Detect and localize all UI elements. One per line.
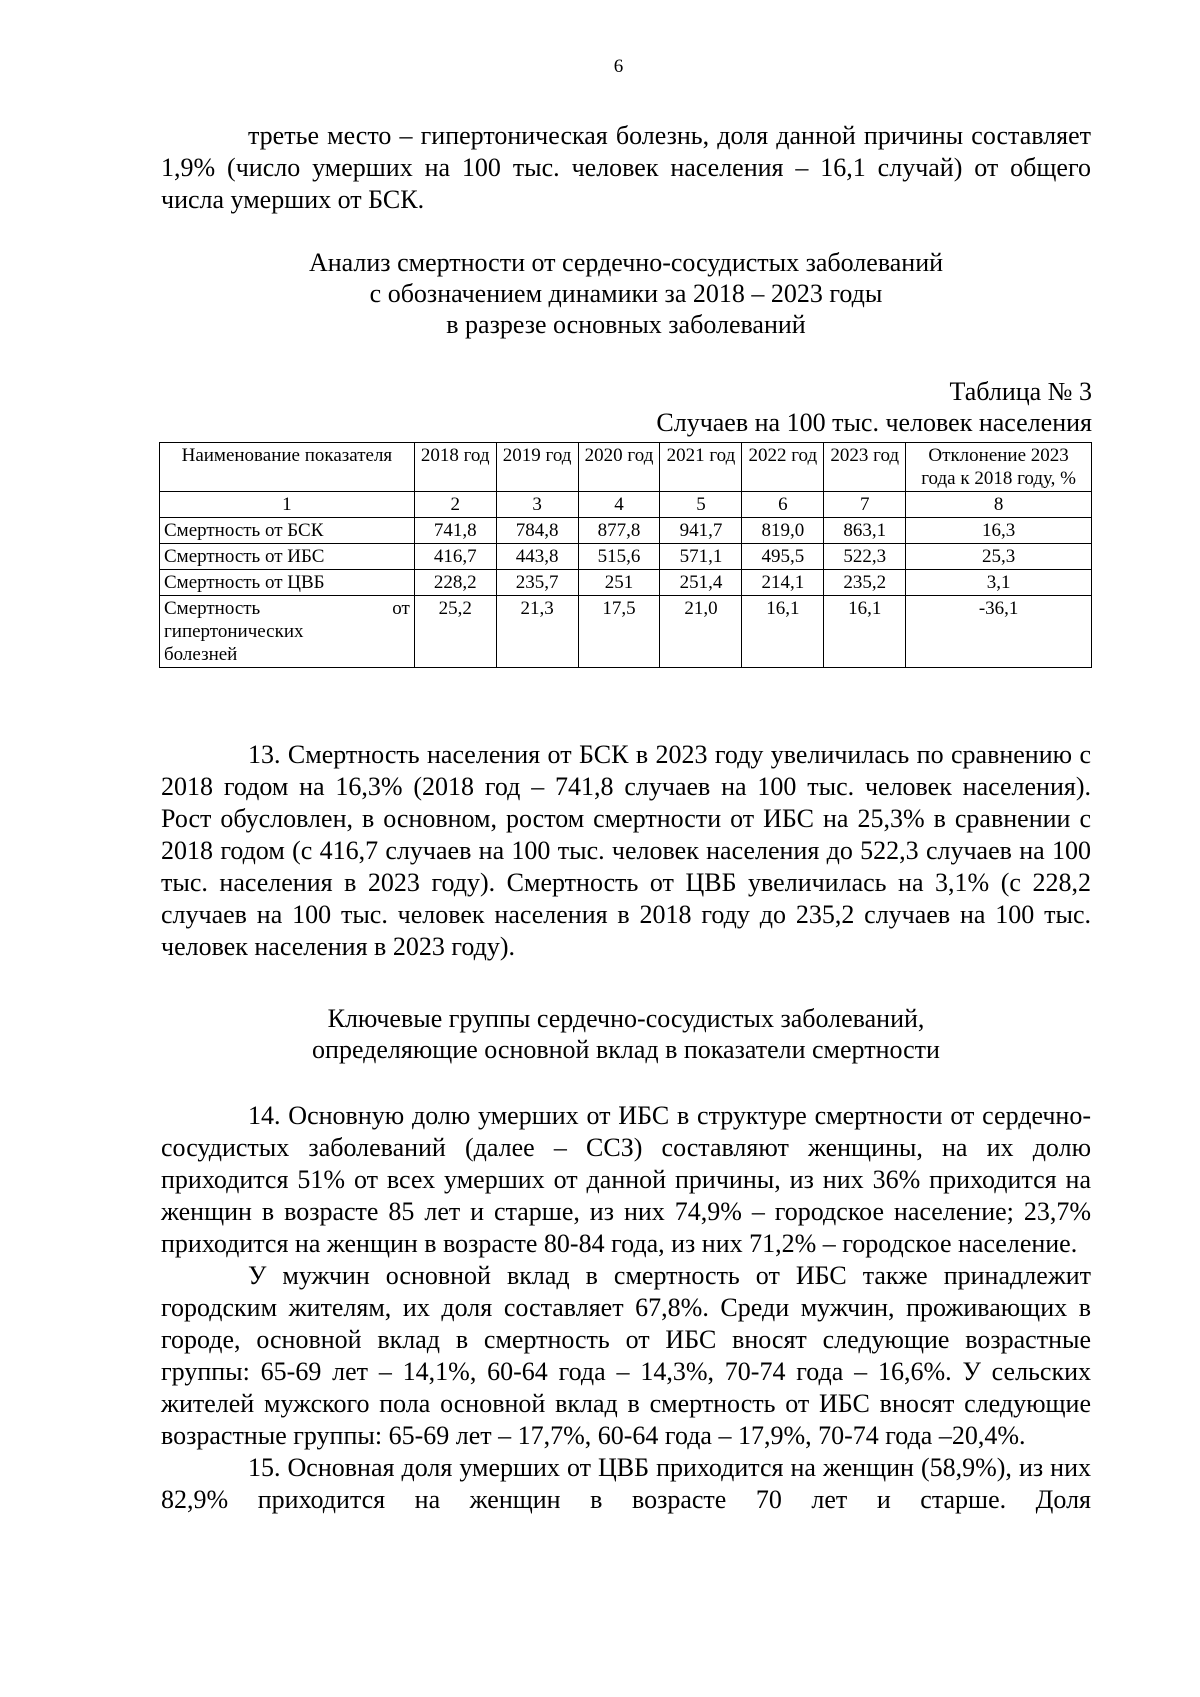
value-cell: 877,8 <box>578 518 660 544</box>
header-cell: 2020 год <box>578 443 660 492</box>
value-cell: 16,1 <box>824 596 906 668</box>
value-cell: 214,1 <box>742 570 824 596</box>
value-cell: 17,5 <box>578 596 660 668</box>
value-cell: 235,7 <box>496 570 578 596</box>
header-cell: 2023 год <box>824 443 906 492</box>
row-name-part: от <box>392 598 410 619</box>
row-name-part: гипертонических болезней <box>164 621 304 665</box>
row-name-part: Смертность <box>164 598 261 619</box>
paragraph-15: 15. Основная доля умерших от ЦВБ приходится на женщин (58,9%), из них 82,9% приходится на женщин в возрасте 70 лет и старше. Доля <box>161 1453 1091 1514</box>
section-heading-mortality-analysis <box>161 247 1091 340</box>
deviation-cell: 16,3 <box>906 518 1092 544</box>
deviation-cell: 25,3 <box>906 544 1092 570</box>
table-row <box>160 596 1092 668</box>
intro-paragraph: третье место – гипертоническая болезнь, доля данной причины составляет 1,9% (число умерших на 100 тыс. человек населения – 16,1 случай) от общего числа умерших от БСК. <box>161 121 1091 214</box>
value-cell: 443,8 <box>496 544 578 570</box>
paragraph-14: 14. Основную долю умерших от ИБС в структуре смертности от сердечно-сосудистых заболеваний (далее – ССЗ) составляют женщины, на их долю приходится 51% от всех умерших от данной причины, из них 36% приходится на женщин в возрасте 85 лет и старше, из них 74,9% – городское население; 23,7% приходится на женщин в возрасте 80-84 года, из них 71,2% – городское население. <box>161 1101 1091 1258</box>
column-number-cell: 6 <box>742 492 824 518</box>
value-cell: 571,1 <box>660 544 742 570</box>
value-cell: 251,4 <box>660 570 742 596</box>
table-row <box>160 518 1092 544</box>
value-cell: 235,2 <box>824 570 906 596</box>
column-number-cell: 7 <box>824 492 906 518</box>
row-name-first-line <box>164 597 410 620</box>
row-name-cell: Смертность от БСК <box>160 518 415 544</box>
value-cell: 741,8 <box>414 518 496 544</box>
row-name-cell: Смертность от ИБС <box>160 544 415 570</box>
value-cell: 251 <box>578 570 660 596</box>
column-number-cell: 2 <box>414 492 496 518</box>
value-cell: 16,1 <box>742 596 824 668</box>
heading-line: с обозначением динамики за 2018 – 2023 годы <box>369 279 883 308</box>
paragraph-13-block <box>161 739 1091 963</box>
value-cell: 21,3 <box>496 596 578 668</box>
value-cell: 515,6 <box>578 544 660 570</box>
header-cell: 2022 год <box>742 443 824 492</box>
deviation-cell: -36,1 <box>906 596 1092 668</box>
value-cell: 228,2 <box>414 570 496 596</box>
header-cell: Отклонение 2023 года к 2018 году, % <box>906 443 1092 492</box>
value-cell: 941,7 <box>660 518 742 544</box>
heading-line: в разрезе основных заболеваний <box>446 310 806 339</box>
table-header-row <box>160 443 1092 492</box>
column-number-cell: 1 <box>160 492 415 518</box>
table-caption <box>656 376 1092 438</box>
heading-line: определяющие основной вклад в показатели смертности <box>312 1035 940 1064</box>
header-cell: 2018 год <box>414 443 496 492</box>
value-cell: 495,5 <box>742 544 824 570</box>
header-cell: Наименование показателя <box>160 443 415 492</box>
value-cell: 25,2 <box>414 596 496 668</box>
header-cell: 2019 год <box>496 443 578 492</box>
column-number-cell: 8 <box>906 492 1092 518</box>
row-name-cell: Смертность от ЦВБ <box>160 570 415 596</box>
paragraph-13: 13. Смертность населения от БСК в 2023 году увеличилась по сравнению с 2018 годом на 16,3% (2018 год – 741,8 случаев на 100 тыс. человек населения). Рост обусловлен, в основном, ростом смертности от ИБС на 25,3% в сравнении с 2018 годом (с 416,7 случаев на 100 тыс. человек населения до 522,3 случаев на 100 тыс. населения в 2023 году). Смертность от ЦВБ увеличилась на 3,1% (с 228,2 случаев на 100 тыс. человек населения в 2018 году до 235,2 случаев на 100 тыс. человек населения в 2023 году). <box>161 740 1091 961</box>
table-unit: Случаев на 100 тыс. человек населения <box>656 408 1092 437</box>
table-row <box>160 544 1092 570</box>
value-cell: 416,7 <box>414 544 496 570</box>
table-label: Таблица № 3 <box>949 377 1092 406</box>
paragraphs-14-15-block <box>161 1100 1091 1516</box>
value-cell: 522,3 <box>824 544 906 570</box>
column-number-cell: 4 <box>578 492 660 518</box>
value-cell: 784,8 <box>496 518 578 544</box>
page-number: 6 <box>613 56 624 77</box>
value-cell: 21,0 <box>660 596 742 668</box>
value-cell: 819,0 <box>742 518 824 544</box>
column-number-cell: 5 <box>660 492 742 518</box>
section-heading-key-groups <box>161 1003 1091 1065</box>
deviation-cell: 3,1 <box>906 570 1092 596</box>
value-cell: 863,1 <box>824 518 906 544</box>
mortality-table <box>159 442 1092 668</box>
heading-line: Анализ смертности от сердечно-сосудистых заболеваний <box>308 248 944 277</box>
heading-line: Ключевые группы сердечно-сосудистых заболеваний, <box>327 1004 925 1033</box>
table-column-number-row <box>160 492 1092 518</box>
paragraph-14-men: У мужчин основной вклад в смертность от ИБС также принадлежит городским жителям, их доля составляет 67,8%. Среди мужчин, проживающих в городе, основной вклад в смертность от ИБС вносят следующие возрастные группы: 65-69 лет – 14,1%, 60-64 года – 14,3%, 70-74 года – 16,6%. У сельских жителей мужского пола основной вклад в смертность от ИБС вносят следующие возрастные группы: 65-69 лет – 17,7%, 60-64 года – 17,9%, 70-74 года –20,4%. <box>161 1261 1091 1450</box>
header-cell: 2021 год <box>660 443 742 492</box>
column-number-cell: 3 <box>496 492 578 518</box>
intro-paragraph-block <box>161 120 1091 216</box>
table-row <box>160 570 1092 596</box>
row-name-cell <box>160 596 415 668</box>
